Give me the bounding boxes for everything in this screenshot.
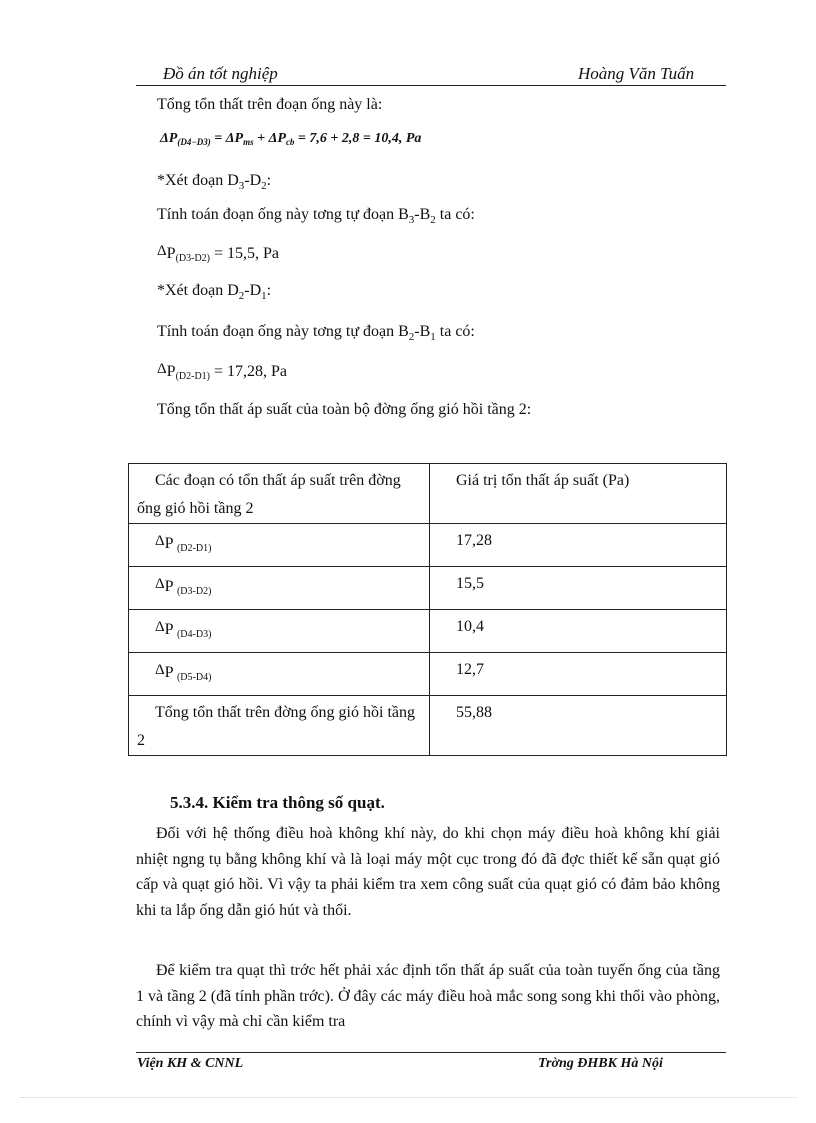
delta-symbol: Δ — [157, 361, 167, 377]
line-result-d2-d1 — [157, 361, 287, 382]
p-label: P — [164, 621, 177, 638]
table-row — [129, 610, 727, 653]
delta-symbol: Δ — [157, 243, 167, 259]
table-cell-value — [430, 610, 727, 653]
paragraph-1 — [136, 821, 720, 923]
text-part: P — [166, 363, 176, 380]
section-heading: 5.3.4. Kiểm tra thông số quạt. — [170, 793, 385, 812]
row-value: 10,4 — [456, 618, 484, 635]
sub-part: 1 — [261, 290, 267, 302]
line-segment-d3-d2 — [157, 172, 271, 192]
delta-symbol: Δ — [155, 533, 165, 549]
text-part: ta có: — [435, 323, 475, 340]
table-total-row — [129, 696, 727, 756]
table-cell-label — [129, 610, 430, 653]
total-label-cell — [129, 696, 430, 756]
header-segments-text: Các đoạn có tổn thất áp suất trên đờng ống gió hồi tầng 2 — [137, 472, 401, 517]
sub-part: 3 — [408, 214, 415, 226]
sub-part: 2 — [430, 214, 436, 226]
formula-cb-sub: cb — [285, 137, 295, 147]
p-label: P — [164, 664, 177, 681]
table-row — [129, 524, 727, 567]
sub-part: 2 — [238, 290, 245, 302]
header-rule — [136, 85, 726, 86]
row-value: 12,7 — [456, 661, 484, 678]
formula-rhs-a: = ΔP — [210, 131, 244, 146]
line-result-d3-d2 — [157, 243, 279, 264]
line-segment-d2-d1 — [157, 282, 271, 302]
footer-rule — [136, 1052, 726, 1053]
formula-lhs: ΔP — [160, 131, 178, 146]
formula-ms-sub: ms — [243, 137, 254, 147]
paragraph-2-text: Để kiểm tra quạt thì trớc hết phải xác định tổn thất áp suất của toàn tuyến ống của tầng 1 và tầng 2 (đã tính phần trớc). Ở đây các máy điều hoà mắc song song khi thổi vào phòng, chính vì vậy mà chỉ cần kiểm tra — [136, 962, 720, 1030]
table-cell-label — [129, 567, 430, 610]
line-total-intro: Tổng tổn thất áp suất của toàn bộ đờng ống gió hồi tầng 2: — [157, 401, 532, 418]
text-part: *Xét đoạn D — [157, 172, 239, 189]
row-value: 17,28 — [456, 532, 492, 549]
footer-left: Viện KH & CNNL — [137, 1056, 244, 1071]
text-part: : — [266, 282, 272, 299]
table-cell-label — [129, 524, 430, 567]
text-part: = 15,5, Pa — [210, 245, 280, 262]
sub-part: 2 — [408, 331, 415, 343]
row-label — [129, 610, 429, 649]
page-edge-divider — [20, 1097, 796, 1098]
row-label — [129, 653, 429, 692]
delta-symbol: Δ — [155, 662, 165, 678]
footer-right: Trờng ĐHBK Hà Nội — [538, 1056, 663, 1071]
row-value: 15,5 — [456, 575, 484, 592]
paragraph-2 — [136, 958, 720, 1035]
pressure-loss-table — [128, 463, 727, 756]
line-total-loss-intro: Tổng tổn thất trên đoạn ống này là: — [157, 96, 383, 113]
sub-part: (D3-D2) — [175, 253, 210, 264]
text-part: -B — [414, 206, 431, 223]
text-part: ta có: — [435, 206, 475, 223]
total-value-cell — [430, 696, 727, 756]
p-label: P — [164, 578, 177, 595]
row-label — [129, 567, 429, 606]
text-part: -D — [244, 172, 262, 189]
header-cell-value — [430, 464, 727, 524]
table-row — [129, 567, 727, 610]
table-row — [129, 653, 727, 696]
header-cell-segments — [129, 464, 430, 524]
line-calc-b3-b2 — [157, 206, 475, 226]
row-sub: (D5-D4) — [176, 672, 212, 683]
table-cell-value — [430, 653, 727, 696]
sub-part: 3 — [238, 180, 245, 192]
formula-value: = 7,6 + 2,8 = 10,4, Pa — [294, 131, 422, 146]
text-part: : — [266, 172, 272, 189]
sub-part: 1 — [430, 331, 436, 343]
text-part: *Xét đoạn D — [157, 282, 239, 299]
total-value: 55,88 — [456, 704, 492, 721]
row-sub: (D3-D2) — [176, 586, 212, 597]
text-part: = 17,28, Pa — [210, 363, 288, 380]
text-part: Tính toán đoạn ống này tơng tự đoạn B — [157, 206, 409, 223]
header-left: Đồ án tốt nghiệp — [163, 64, 278, 83]
row-sub: (D2-D1) — [176, 543, 212, 554]
p-label: P — [164, 535, 177, 552]
sub-part: 2 — [261, 180, 267, 192]
header-value-text: Giá trị tổn thất áp suất (Pa) — [456, 472, 630, 489]
row-sub: (D4-D3) — [176, 629, 212, 640]
table-cell-value — [430, 567, 727, 610]
delta-symbol: Δ — [155, 619, 165, 635]
line-calc-b2-b1 — [157, 323, 475, 343]
formula-plus: + ΔP — [253, 131, 286, 146]
table-header-row — [129, 464, 727, 524]
total-label: Tổng tổn thất trên đờng ống gió hồi tầng 2 — [137, 704, 415, 749]
formula-d4-d3 — [160, 131, 421, 147]
row-label — [129, 524, 429, 563]
table-cell-label — [129, 653, 430, 696]
header-right: Hoàng Văn Tuấn — [578, 64, 695, 83]
sub-part: (D2-D1) — [175, 371, 210, 382]
table-cell-value — [430, 524, 727, 567]
formula-lhs-sub: (D4−D3) — [177, 137, 211, 147]
text-part: P — [166, 245, 176, 262]
delta-symbol: Δ — [155, 576, 165, 592]
text-part: -D — [244, 282, 262, 299]
paragraph-1-text: Đối với hệ thống điều hoà không khí này, do khi chọn máy điều hoà không khí giải nhiệt ngng tụ bằng không khí và là loại máy một cục trong đó đã đợc thiết kế sẵn quạt gió cấp và quạt gió hồi. Vì vậy ta phải kiểm tra xem công suất của quạt gió có đảm bảo không khi ta lắp ống dẫn gió hút và thổi. — [136, 825, 720, 919]
text-part: Tính toán đoạn ống này tơng tự đoạn B — [157, 323, 409, 340]
text-part: -B — [414, 323, 431, 340]
